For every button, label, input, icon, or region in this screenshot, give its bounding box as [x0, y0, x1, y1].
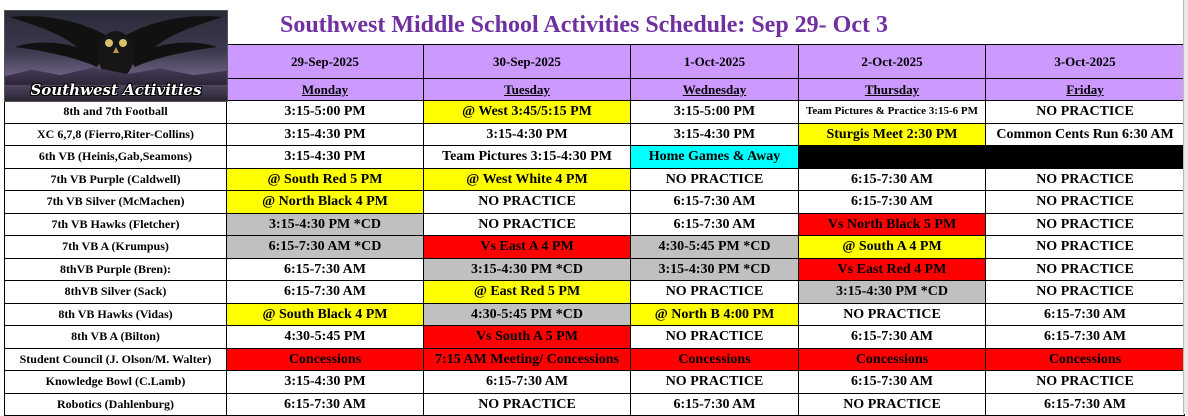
- schedule-cell[interactable]: NO PRACTICE: [986, 191, 1185, 214]
- schedule-cell[interactable]: 6:15-7:30 AM: [227, 281, 424, 304]
- schedule-cell[interactable]: Sturgis Meet 2:30 PM: [799, 123, 986, 146]
- schedule-cell[interactable]: NO PRACTICE: [986, 168, 1185, 191]
- activity-name-cell[interactable]: 8th VB Hawks (Vidas): [5, 303, 227, 326]
- activity-name-cell[interactable]: XC 6,7,8 (Fierro,Riter-Collins): [5, 123, 227, 146]
- activity-name-cell[interactable]: Robotics (Dahlenburg): [5, 393, 227, 416]
- schedule-cell[interactable]: NO PRACTICE: [799, 303, 986, 326]
- day-header[interactable]: Wednesday: [631, 79, 799, 101]
- schedule-cell[interactable]: NO PRACTICE: [631, 281, 799, 304]
- schedule-cell[interactable]: 3:15-5:00 PM: [631, 101, 799, 124]
- schedule-cell[interactable]: [799, 146, 986, 169]
- activity-name-cell[interactable]: 8th and 7th Football: [5, 101, 227, 124]
- schedule-cell[interactable]: Concessions: [631, 348, 799, 371]
- schedule-cell[interactable]: @ South Black 4 PM: [227, 303, 424, 326]
- day-header[interactable]: Tuesday: [424, 79, 631, 101]
- table-row: [5, 281, 1185, 304]
- schedule-cell[interactable]: Vs North Black 5 PM: [799, 213, 986, 236]
- schedule-cell[interactable]: 3:15-5:00 PM: [227, 101, 424, 124]
- schedule-cell[interactable]: @ North B 4:00 PM: [631, 303, 799, 326]
- schedule-cell[interactable]: 3:15-4:30 PM *CD: [227, 213, 424, 236]
- activity-name-cell[interactable]: 7th VB Purple (Caldwell): [5, 168, 227, 191]
- schedule-cell[interactable]: 6:15-7:30 AM: [799, 191, 986, 214]
- activity-name-cell[interactable]: Knowledge Bowl (C.Lamb): [5, 371, 227, 394]
- date-header[interactable]: 30-Sep-2025: [424, 45, 631, 79]
- schedule-cell[interactable]: 3:15-4:30 PM: [227, 146, 424, 169]
- schedule-cell[interactable]: Home Games & Away: [631, 146, 799, 169]
- schedule-cell[interactable]: Vs East A 4 PM: [424, 236, 631, 259]
- schedule-cell[interactable]: 3:15-4:30 PM: [631, 123, 799, 146]
- schedule-cell[interactable]: Concessions: [227, 348, 424, 371]
- schedule-cell[interactable]: NO PRACTICE: [424, 393, 631, 416]
- schedule-cell[interactable]: @ West White 4 PM: [424, 168, 631, 191]
- schedule-cell[interactable]: 3:15-4:30 PM *CD: [631, 258, 799, 281]
- table-row: [5, 213, 1185, 236]
- schedule-cell[interactable]: NO PRACTICE: [424, 191, 631, 214]
- schedule-cell[interactable]: [986, 146, 1185, 169]
- schedule-cell[interactable]: 3:15-4:30 PM *CD: [799, 281, 986, 304]
- schedule-cell[interactable]: 6:15-7:30 AM: [986, 326, 1185, 349]
- table-row: [5, 303, 1185, 326]
- table-row: [5, 101, 1185, 124]
- schedule-cell[interactable]: NO PRACTICE: [986, 101, 1185, 124]
- table-row: [5, 326, 1185, 349]
- table-row: [5, 168, 1185, 191]
- schedule-cell[interactable]: 6:15-7:30 AM: [424, 371, 631, 394]
- schedule-cell[interactable]: 3:15-4:30 PM: [424, 123, 631, 146]
- activity-name-cell[interactable]: Student Council (J. Olson/M. Walter): [5, 348, 227, 371]
- schedule-cell[interactable]: @ South Red 5 PM: [227, 168, 424, 191]
- table-row: [5, 123, 1185, 146]
- table-row: [5, 146, 1185, 169]
- school-logo: [4, 10, 228, 102]
- schedule-cell[interactable]: 7:15 AM Meeting/ Concessions: [424, 348, 631, 371]
- schedule-cell[interactable]: 6:15-7:30 AM: [631, 191, 799, 214]
- schedule-cell[interactable]: NO PRACTICE: [799, 393, 986, 416]
- table-row: [5, 348, 1185, 371]
- schedule-cell[interactable]: 6:15-7:30 AM: [799, 168, 986, 191]
- date-header[interactable]: 1-Oct-2025: [631, 45, 799, 79]
- day-header[interactable]: Friday: [986, 79, 1185, 101]
- schedule-cell[interactable]: 6:15-7:30 AM: [986, 303, 1185, 326]
- activity-name-cell[interactable]: 7th VB Hawks (Fletcher): [5, 213, 227, 236]
- schedule-cell[interactable]: 6:15-7:30 AM *CD: [227, 236, 424, 259]
- schedule-cell[interactable]: 6:15-7:30 AM: [986, 393, 1185, 416]
- schedule-cell[interactable]: Common Cents Run 6:30 AM: [986, 123, 1185, 146]
- table-row: [5, 393, 1185, 416]
- day-header[interactable]: Monday: [227, 79, 424, 101]
- schedule-cell[interactable]: 6:15-7:30 AM: [799, 371, 986, 394]
- schedule-cell[interactable]: Concessions: [986, 348, 1185, 371]
- table-row: [5, 191, 1185, 214]
- schedule-cell[interactable]: Team Pictures 3:15-4:30 PM: [424, 146, 631, 169]
- date-header[interactable]: 2-Oct-2025: [799, 45, 986, 79]
- schedule-cell[interactable]: NO PRACTICE: [631, 371, 799, 394]
- schedule-cell[interactable]: Vs South A 5 PM: [424, 326, 631, 349]
- date-header[interactable]: 3-Oct-2025: [986, 45, 1185, 79]
- schedule-cell[interactable]: Team Pictures & Practice 3:15-6 PM: [799, 101, 986, 124]
- schedule-cell[interactable]: NO PRACTICE: [986, 371, 1185, 394]
- schedule-cell[interactable]: 6:15-7:30 AM: [631, 393, 799, 416]
- schedule-cell[interactable]: 4:30-5:45 PM *CD: [631, 236, 799, 259]
- schedule-cell[interactable]: 4:30-5:45 PM *CD: [424, 303, 631, 326]
- schedule-cell[interactable]: NO PRACTICE: [986, 258, 1185, 281]
- schedule-cell[interactable]: NO PRACTICE: [986, 213, 1185, 236]
- date-header[interactable]: 29-Sep-2025: [227, 45, 424, 79]
- schedule-cell[interactable]: NO PRACTICE: [986, 236, 1185, 259]
- schedule-cell[interactable]: NO PRACTICE: [424, 213, 631, 236]
- schedule-cell[interactable]: @ East Red 5 PM: [424, 281, 631, 304]
- schedule-cell[interactable]: 3:15-4:30 PM: [227, 123, 424, 146]
- activity-name-cell[interactable]: 8thVB Silver (Sack): [5, 281, 227, 304]
- table-row: [5, 258, 1185, 281]
- schedule-cell[interactable]: 6:15-7:30 AM: [227, 393, 424, 416]
- schedule-cell[interactable]: NO PRACTICE: [631, 326, 799, 349]
- schedule-cell[interactable]: 6:15-7:30 AM: [631, 213, 799, 236]
- schedule-cell[interactable]: 6:15-7:30 AM: [227, 258, 424, 281]
- vertical-scrollbar[interactable]: [1183, 0, 1188, 414]
- table-row: [5, 371, 1185, 394]
- schedule-cell[interactable]: NO PRACTICE: [986, 281, 1185, 304]
- schedule-cell[interactable]: @ North Black 4 PM: [227, 191, 424, 214]
- schedule-cell[interactable]: Vs East Red 4 PM: [799, 258, 986, 281]
- schedule-cell[interactable]: 4:30-5:45 PM: [227, 326, 424, 349]
- schedule-cell[interactable]: @ West 3:45/5:15 PM: [424, 101, 631, 124]
- schedule-cell[interactable]: @ South A 4 PM: [799, 236, 986, 259]
- logo-text: Southwest Activities: [30, 81, 202, 99]
- schedule-cell[interactable]: 3:15-4:30 PM: [227, 371, 424, 394]
- schedule-cell[interactable]: 6:15-7:30 AM: [799, 326, 986, 349]
- activity-name-cell[interactable]: 7th VB A (Krumpus): [5, 236, 227, 259]
- page-title: Southwest Middle School Activities Schedule: Sep 29- Oct 3: [279, 12, 888, 38]
- schedule-cell[interactable]: Concessions: [799, 348, 986, 371]
- activity-name-cell[interactable]: 8th VB A (Bilton): [5, 326, 227, 349]
- activity-name-cell[interactable]: 7th VB Silver (McMachen): [5, 191, 227, 214]
- table-row: [5, 236, 1185, 259]
- activity-name-cell[interactable]: 6th VB (Heinis,Gab,Seamons): [5, 146, 227, 169]
- schedule-cell[interactable]: NO PRACTICE: [631, 168, 799, 191]
- day-header[interactable]: Thursday: [799, 79, 986, 101]
- activity-name-cell[interactable]: 8thVB Purple (Bren):: [5, 258, 227, 281]
- schedule-cell[interactable]: 3:15-4:30 PM *CD: [424, 258, 631, 281]
